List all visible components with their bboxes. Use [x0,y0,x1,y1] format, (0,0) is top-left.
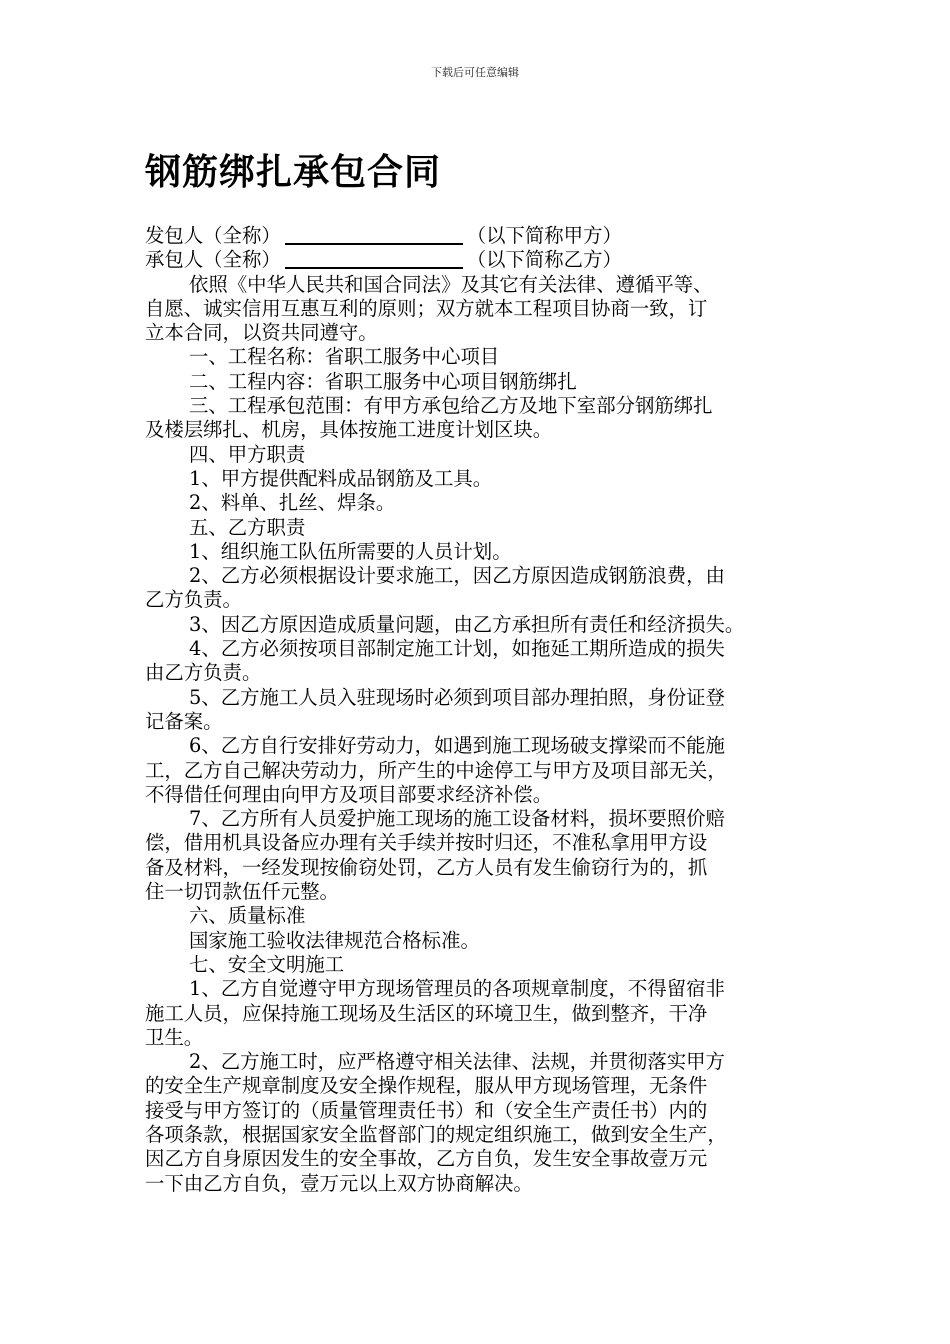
body-line: 接受与甲方签订的（质量管理责任书）和（安全生产责任书）内的 [145,1098,708,1122]
body-line: 一下由乙方自负，壹万元以上双方协商解决。 [145,1171,533,1195]
body-line: 四、甲方职责 [189,442,306,466]
body-line: 2、乙方必须根据设计要求施工，因乙方原因造成钢筋浪费，由 [189,564,725,588]
party-a-suffix: （以下简称甲方） [466,224,622,247]
party-a-label: 发包人（全称） [145,224,281,247]
body-line: 工，乙方自己解决劳动力，所产生的中途停工与甲方及项目部无关， [145,758,727,782]
body-line: 1、乙方自觉遵守甲方现场管理员的各项规章制度，不得留宿非 [189,977,725,1001]
body-line: 1、甲方提供配料成品钢筋及工具。 [189,466,493,490]
body-line: 国家施工验收法律规范合格标准。 [189,928,480,952]
party-b-line [145,248,813,272]
body-line: 1、组织施工队伍所需要的人员计划。 [189,539,512,563]
header-note: 下载后可任意编辑 [431,66,519,79]
party-b-blank-field[interactable] [285,248,463,269]
body-line: 5、乙方施工人员入驻现场时必须到项目部办理拍照，身份证登 [189,685,725,709]
body-line: 及楼层绑扎、机房，具体按施工进度计划区块。 [145,418,553,442]
body-line: 自愿、诚实信用互惠互利的原则；双方就本工程项目协商一致，订 [145,296,708,320]
body-line: 4、乙方必须按项目部制定施工计划，如拖延工期所造成的损失 [189,637,725,661]
body-line: 依照《中华人民共和国合同法》及其它有关法律、遵循平等、 [189,272,713,296]
body-line: 的安全生产规章制度及安全操作规程，服从甲方现场管理，无条件 [145,1074,708,1098]
body-line: 卫生。 [145,1025,204,1049]
body-line: 二、工程内容：省职工服务中心项目钢筋绑扎 [189,369,577,393]
body-line: 7、乙方所有人员爱护施工现场的施工设备材料，损坏要照价赔 [189,807,725,831]
body-line: 施工人员，应保持施工现场及生活区的环境卫生，做到整齐，干净 [145,1001,708,1025]
clause-lines [145,273,813,1196]
body-line: 不得借任何理由向甲方及项目部要求经济补偿。 [145,782,553,806]
body-line: 乙方负责。 [145,588,242,612]
body-line: 六、质量标准 [189,904,306,928]
body-line: 因乙方自身原因发生的安全事故，乙方自负，发生安全事故壹万元 [145,1147,708,1171]
body-line: 2、料单、扎丝、焊条。 [189,491,396,515]
body-line: 住一切罚款伍仟元整。 [145,880,339,904]
contract-body [145,224,813,1196]
body-line: 偿，借用机具设备应办理有关手续并按时归还，不准私拿用甲方设 [145,831,708,855]
body-line: 一、工程名称：省职工服务中心项目 [189,345,500,369]
body-line: 立本合同，以资共同遵守。 [145,321,378,345]
body-line: 七、安全文明施工 [189,952,345,976]
body-line: 三、工程承包范围：有甲方承包给乙方及地下室部分钢筋绑扎 [189,394,713,418]
body-line: 2、乙方施工时，应严格遵守相关法律、法规，并贯彻落实甲方 [189,1050,725,1074]
body-line: 五、乙方职责 [189,515,306,539]
body-line: 各项条款，根据国家安全监督部门的规定组织施工，做到安全生产， [145,1122,727,1146]
party-a-line [145,224,813,248]
body-line: 3、因乙方原因造成质量问题，由乙方承担所有责任和经济损失。 [189,612,745,636]
body-line: 备及材料，一经发现按偷窃处罚，乙方人员有发生偷窃行为的，抓 [145,855,708,879]
party-b-label: 承包人（全称） [145,248,281,272]
body-line: 记备案。 [145,709,223,733]
party-a-blank-field[interactable] [285,224,463,245]
body-line: 由乙方负责。 [145,661,262,685]
party-b-suffix: （以下简称乙方） [466,248,622,272]
document-title: 钢筋绑扎承包合同 [145,151,442,193]
body-line: 6、乙方自行安排好劳动力，如遇到施工现场破支撑梁而不能施 [189,734,725,758]
